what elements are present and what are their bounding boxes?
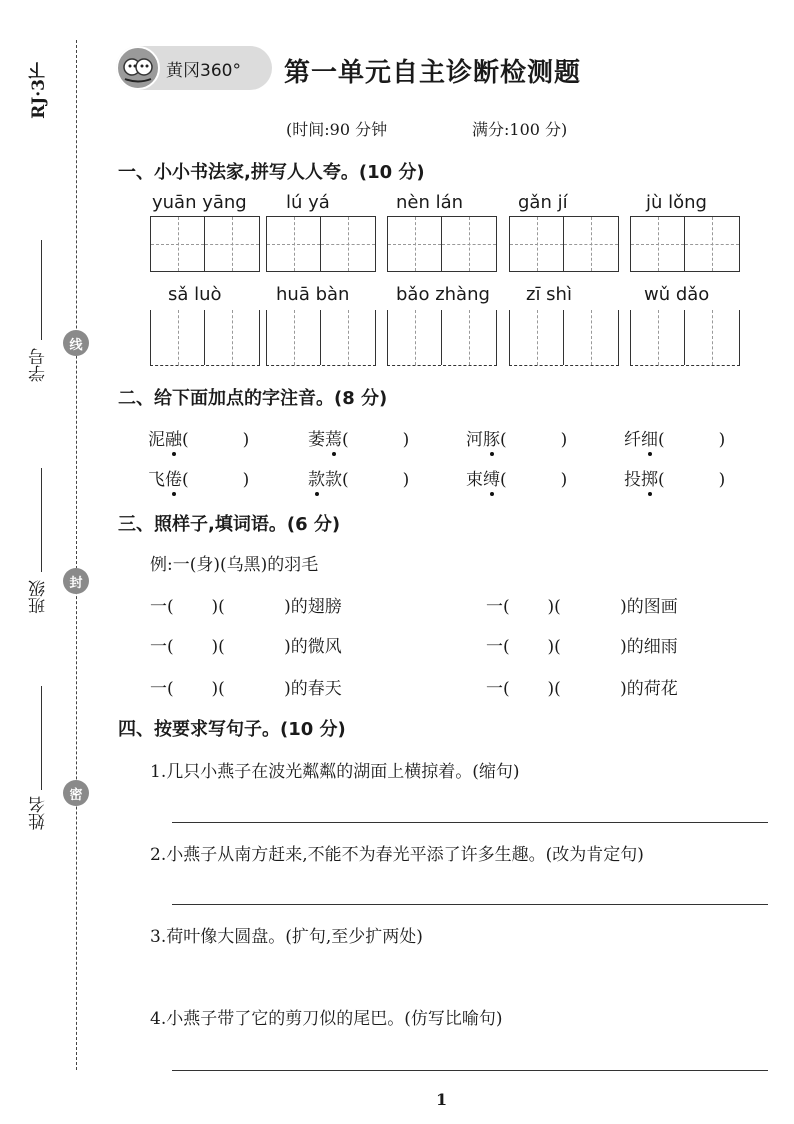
time-limit: (时间:90 分钟: [286, 120, 388, 139]
phonetic-item[interactable]: 河豚( ): [466, 425, 567, 450]
pinyin-4: gǎn jí: [518, 192, 568, 213]
pinyin-6: sǎ luò: [168, 284, 222, 305]
phonetic-item[interactable]: 泥融( ): [148, 425, 249, 450]
phonetic-item[interactable]: 投掷( ): [624, 465, 725, 490]
writing-grid[interactable]: [387, 310, 497, 366]
mascot-logo-icon: [116, 46, 160, 90]
question-2: 2.小燕子从南方赶来,不能不为春光平添了许多生趣。(改为肯定句): [150, 845, 644, 865]
pinyin-9: zī shì: [526, 284, 572, 305]
question-3: 3.荷叶像大圆盘。(扩句,至少扩两处): [150, 927, 423, 947]
writing-grid[interactable]: [266, 310, 376, 366]
page-title: 第一单元自主诊断检测题: [284, 58, 582, 88]
pinyin-7: huā bàn: [276, 284, 350, 305]
seal-seal: 封: [63, 568, 89, 594]
question-1: 1.几只小燕子在波光粼粼的湖面上横掠着。(缩句): [150, 762, 520, 782]
phonetic-item[interactable]: 束缚( ): [466, 465, 567, 490]
fill-in-phrase[interactable]: 一( )( )的荷花: [486, 679, 678, 699]
student-number-line[interactable]: [41, 240, 42, 340]
name-line[interactable]: [41, 686, 42, 790]
fill-in-phrase[interactable]: 一( )( )的微风: [150, 637, 342, 657]
pinyin-8: bǎo zhàng: [396, 284, 490, 305]
writing-grid[interactable]: [630, 310, 740, 366]
phonetic-item[interactable]: 纤细( ): [624, 425, 725, 450]
writing-grid[interactable]: [509, 216, 619, 272]
section-2-heading: 二、给下面加点的字注音。(8 分): [118, 388, 388, 409]
phonetic-item[interactable]: 飞倦( ): [148, 465, 249, 490]
phonetic-item[interactable]: 款款( ): [308, 465, 409, 490]
phonetic-item[interactable]: 萎蔫( ): [308, 425, 409, 450]
section-3-heading: 三、照样子,填词语。(6 分): [118, 514, 341, 535]
class-label: 班级: [29, 580, 49, 614]
class-line[interactable]: [41, 468, 42, 572]
pinyin-5: jù lǒng: [646, 192, 707, 213]
edition-label: RJ·3下: [29, 62, 49, 119]
binding-dashed-line: [76, 40, 77, 1070]
fill-in-phrase[interactable]: 一( )( )的翅膀: [150, 597, 342, 617]
answer-line-1[interactable]: [172, 822, 768, 823]
fill-in-phrase[interactable]: 一( )( )的春天: [150, 679, 342, 699]
writing-grid[interactable]: [387, 216, 497, 272]
writing-grid[interactable]: [266, 216, 376, 272]
writing-grid[interactable]: [509, 310, 619, 366]
writing-grid[interactable]: [150, 216, 260, 272]
example-line: 例:一(身)(乌黑)的羽毛: [150, 555, 319, 575]
section-1-heading: 一、小小书法家,拼写人人夸。(10 分): [118, 162, 425, 183]
pinyin-2: lú yá: [286, 192, 330, 213]
brand-badge: [116, 46, 272, 90]
pinyin-3: nèn lán: [396, 192, 464, 213]
fill-in-phrase[interactable]: 一( )( )的细雨: [486, 637, 678, 657]
answer-line-4[interactable]: [172, 1070, 768, 1071]
full-score: 满分:100 分): [472, 120, 568, 139]
question-4: 4.小燕子带了它的剪刀似的尾巴。(仿写比喻句): [150, 1009, 503, 1029]
answer-line-2[interactable]: [172, 904, 768, 905]
pinyin-10: wǔ dǎo: [644, 284, 710, 305]
student-number-label: 学号: [29, 348, 49, 382]
writing-grid[interactable]: [630, 216, 740, 272]
seal-line: 线: [63, 330, 89, 356]
fill-in-phrase[interactable]: 一( )( )的图画: [486, 597, 678, 617]
writing-grid[interactable]: [150, 310, 260, 366]
seal-secret: 密: [63, 780, 89, 806]
page-number: 1: [436, 1090, 448, 1109]
pinyin-1: yuān yāng: [152, 192, 247, 213]
section-4-heading: 四、按要求写句子。(10 分): [118, 719, 346, 740]
name-label: 姓名: [29, 796, 49, 830]
brand-name: 黄冈360°: [166, 60, 241, 81]
